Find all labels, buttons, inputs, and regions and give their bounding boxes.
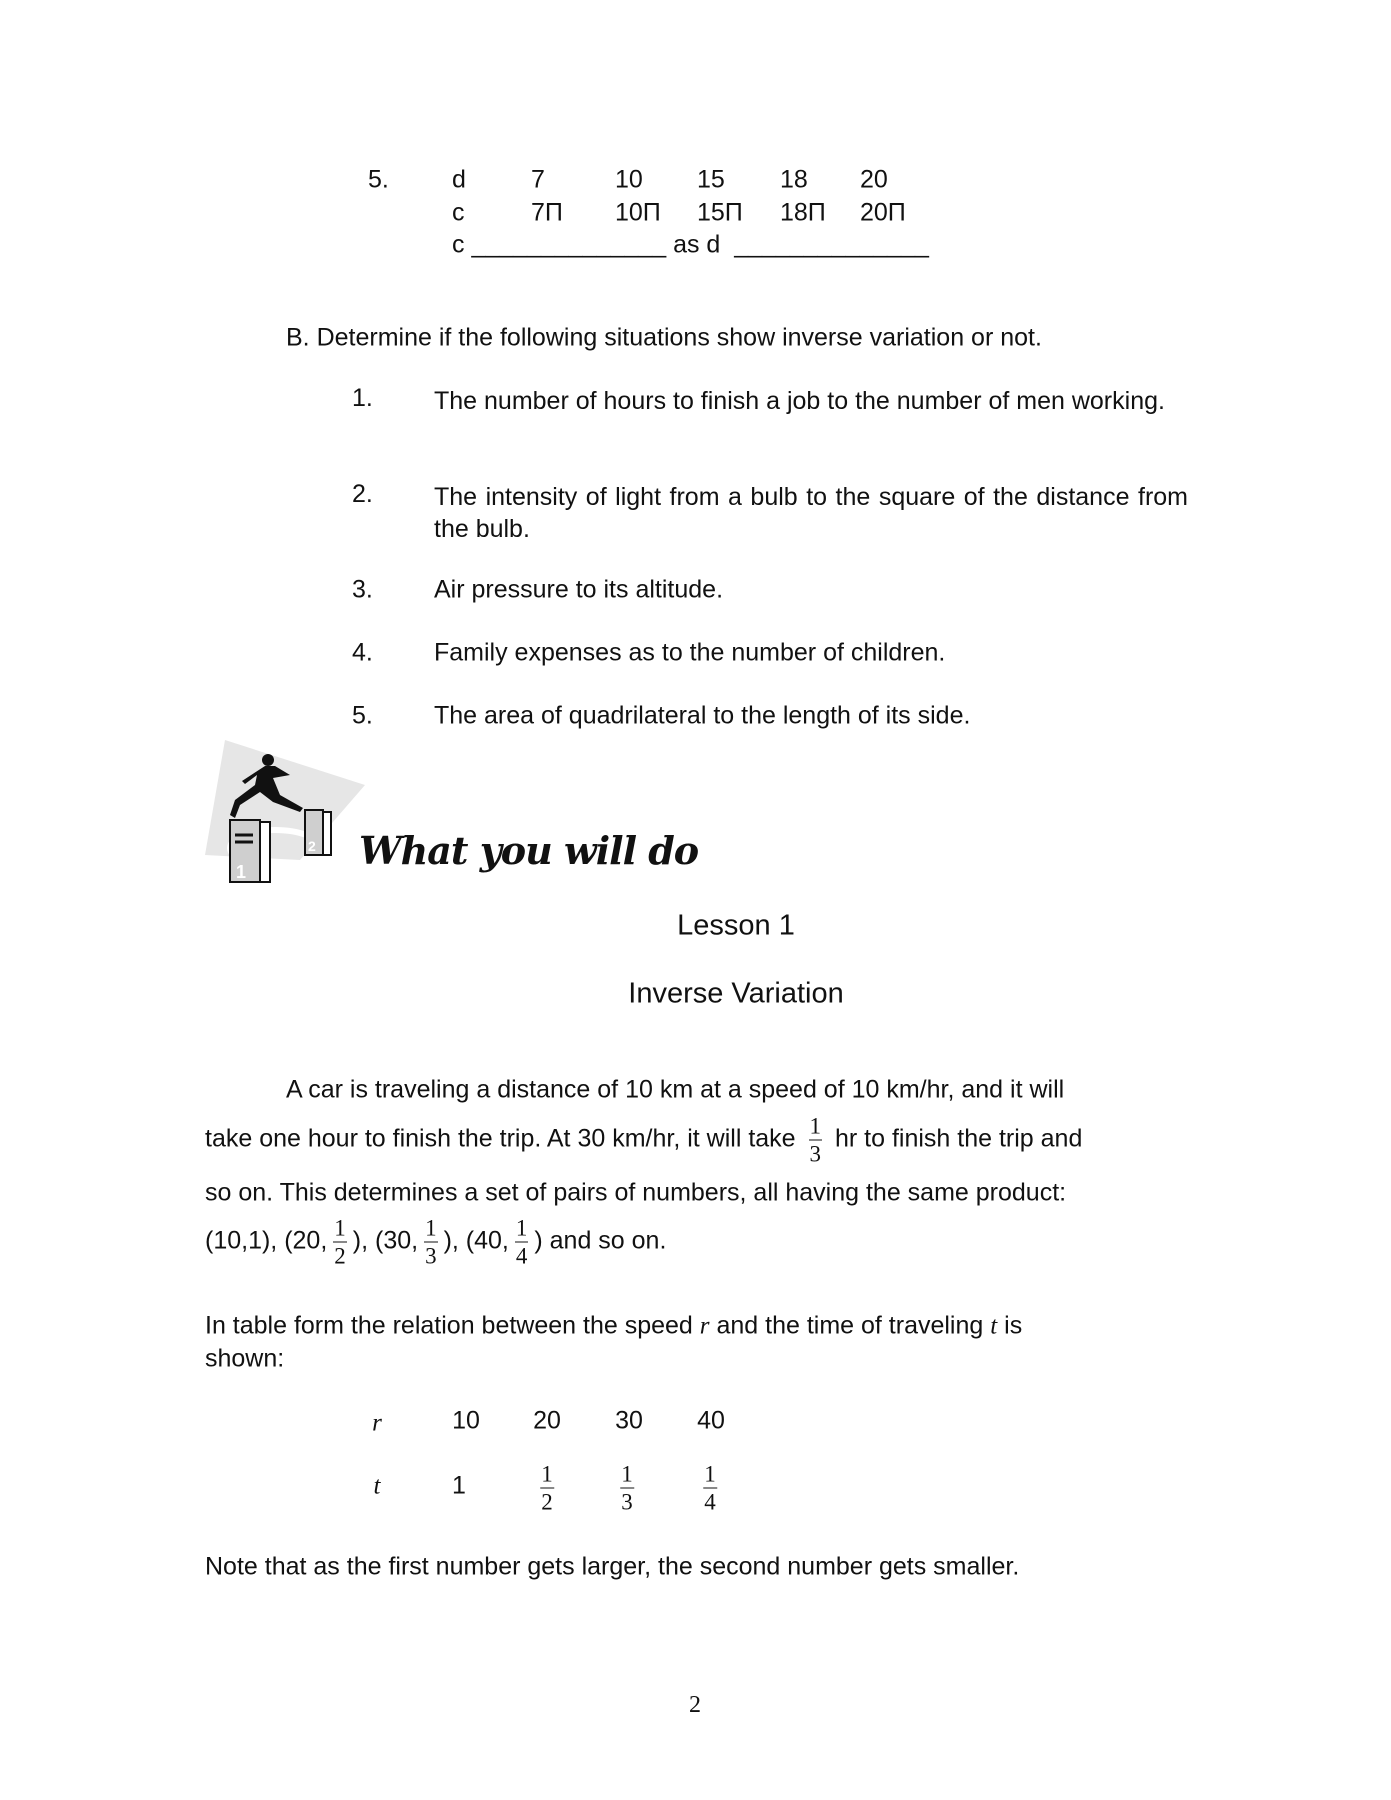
cell: 10Π	[615, 198, 661, 227]
text: ), (30,	[352, 1226, 419, 1255]
var-t: t	[990, 1312, 998, 1340]
cell: 18Π	[780, 198, 826, 227]
blank-label: c	[452, 230, 465, 259]
cell: 15	[697, 165, 725, 194]
jumping-man-books-icon	[205, 740, 365, 885]
var-r: r	[699, 1312, 710, 1340]
numerator: 1	[334, 1215, 346, 1241]
denominator: 4	[515, 1243, 528, 1269]
denominator: 3	[425, 1243, 437, 1269]
denominator: 2	[541, 1489, 553, 1515]
item-number: 3.	[352, 575, 373, 604]
r-value: 30	[615, 1406, 643, 1435]
lesson-title: Inverse Variation	[628, 977, 844, 1010]
svg-text:2: 2	[308, 838, 316, 854]
denominator: 3	[809, 1141, 822, 1167]
item-text: The intensity of light from a bulb to the square of the distance from the bulb.	[434, 483, 1188, 543]
text: In table form the relation between the speed	[205, 1311, 693, 1340]
answer-blank: ______________	[471, 230, 667, 259]
item-text: Family expenses as to the number of children.	[434, 638, 946, 667]
page-number: 2	[689, 1692, 701, 1718]
numerator: 1	[425, 1215, 437, 1241]
blank-row	[452, 230, 929, 259]
r-label: r	[372, 1409, 382, 1437]
item-number: 5.	[368, 165, 389, 194]
lesson-number: Lesson 1	[677, 909, 795, 942]
fraction-one-third	[809, 1115, 823, 1166]
numerator: 1	[515, 1215, 528, 1241]
text: ) and so on.	[534, 1226, 667, 1255]
denominator: 2	[334, 1243, 346, 1269]
text: ), (40,	[443, 1226, 509, 1255]
note: Note that as the first number gets larger, the second number gets smaller.	[205, 1552, 1020, 1581]
paragraph-line	[205, 1217, 666, 1268]
item-number: 1.	[352, 384, 373, 412]
item-number: 5.	[352, 701, 373, 730]
paragraph-line: A car is traveling a distance of 10 km at a speed of 10 km/hr, and it will	[286, 1075, 1065, 1104]
paragraph-line	[205, 1115, 1082, 1166]
blank-middle: as d	[673, 230, 721, 259]
row-label-d: d	[452, 165, 466, 194]
row-label-c: c	[452, 198, 465, 227]
item-number: 4.	[352, 638, 373, 667]
table-intro-line2: shown:	[205, 1344, 285, 1373]
cell: 15Π	[697, 198, 743, 227]
denominator: 4	[704, 1489, 716, 1515]
t-value	[540, 1463, 554, 1514]
t-value	[703, 1463, 717, 1514]
numerator: 1	[704, 1461, 716, 1487]
section-b-heading: B. Determine if the following situations show inverse variation or not.	[286, 323, 1042, 352]
text: take one hour to finish the trip. At 30 km/hr, it will take	[205, 1124, 796, 1153]
cell: 7Π	[531, 198, 563, 227]
r-value: 40	[697, 1406, 725, 1435]
fraction-one-third	[424, 1217, 438, 1268]
numerator: 1	[809, 1113, 822, 1139]
item-text: The number of hours to finish a job to the number of men working.	[434, 387, 1165, 415]
t-label: t	[373, 1472, 381, 1500]
cell: 20Π	[860, 198, 906, 227]
cell: 20	[860, 165, 888, 194]
text: hr to finish the trip and	[834, 1124, 1083, 1153]
item-text: Air pressure to its altitude.	[434, 575, 724, 604]
section-banner-title: What you will do	[359, 828, 699, 873]
r-value: 20	[533, 1406, 561, 1435]
item-number: 2.	[352, 480, 373, 508]
numerator: 1	[541, 1461, 553, 1487]
numerator: 1	[621, 1461, 633, 1487]
svg-text:1: 1	[236, 862, 247, 882]
fraction-one-quarter	[515, 1217, 529, 1268]
table-intro	[205, 1311, 1023, 1340]
cell: 7	[531, 165, 545, 194]
answer-blank: ______________	[734, 230, 929, 259]
r-value: 10	[452, 1406, 480, 1435]
text: is	[1004, 1311, 1023, 1340]
text: (10,1), (20,	[205, 1226, 328, 1255]
cell: 10	[615, 165, 643, 194]
denominator: 3	[621, 1489, 633, 1515]
item-text: The area of quadrilateral to the length of its side.	[434, 701, 971, 730]
paragraph-line: so on. This determines a set of pairs of numbers, all having the same product:	[205, 1178, 1067, 1207]
text: and the time of traveling	[716, 1311, 984, 1340]
cell: 18	[780, 165, 808, 194]
fraction-one-half	[333, 1217, 347, 1268]
t-value: 1	[452, 1471, 466, 1500]
t-value	[620, 1463, 634, 1514]
